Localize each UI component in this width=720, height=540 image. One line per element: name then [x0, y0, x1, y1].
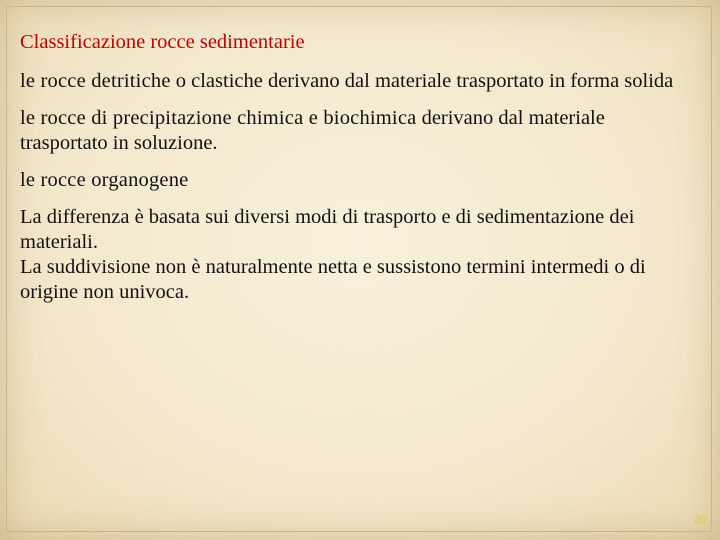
paragraph-chemical-rocks [20, 106, 690, 156]
slide-content [20, 30, 690, 305]
paragraph-detritic-text: o clastiche derivano dal materiale trasportato in forma solida [170, 70, 674, 92]
term-organogenic-rocks: le rocce organogene [20, 169, 189, 191]
paragraph-organogenic-rocks [20, 168, 690, 193]
term-chemical-rocks: le rocce di precipitazione chimica e biochimica [20, 107, 417, 129]
term-detritic-rocks: le rocce detritiche [20, 70, 171, 92]
paragraph-chemical-text: derivano dal materiale trasportato in soluzione. [20, 107, 605, 154]
paragraph-detritic-rocks [20, 69, 690, 94]
paragraph-difference [20, 205, 690, 305]
difference-line-2: La suddivisione non è naturalmente netta e sussistono termini intermedi o di origine non univoca. [20, 256, 646, 303]
slide-title: Classificazione rocce sedimentarie [20, 31, 305, 53]
page-number: 20 [693, 514, 706, 526]
difference-line-1: La differenza è basata sui diversi modi di trasporto e di sedimentazione dei materiali. [20, 206, 635, 253]
